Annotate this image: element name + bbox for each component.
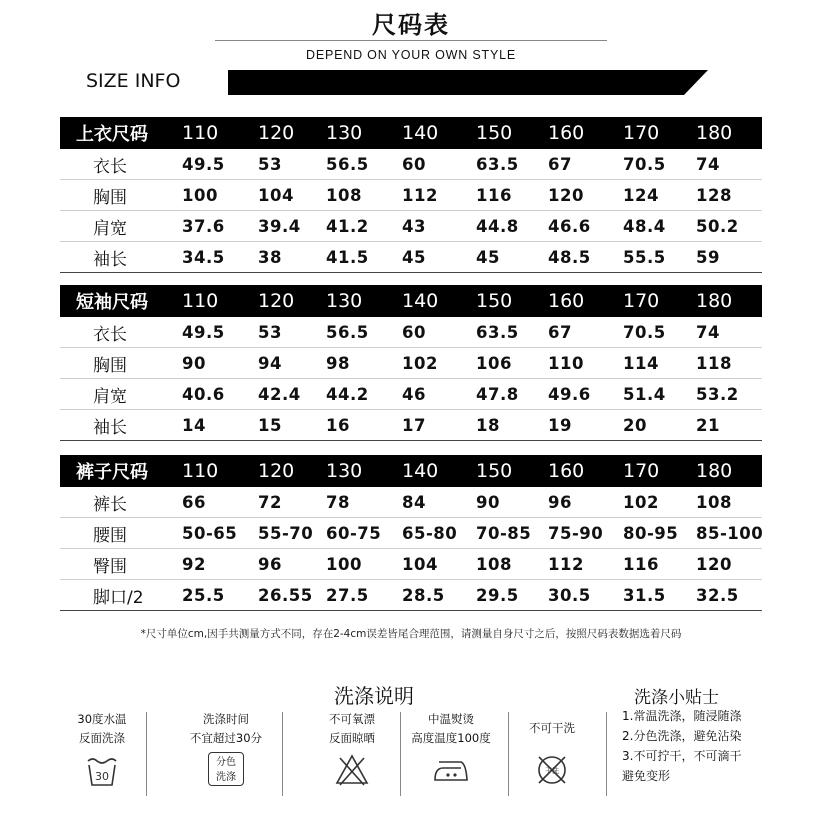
measurement-value: 70.5 [623, 154, 666, 174]
page-subtitle: DEPEND ON YOUR OWN STYLE [306, 48, 516, 62]
tips-item: 避免变形 [622, 769, 671, 783]
care-line: 30度水温 [77, 712, 127, 726]
size-header-cell: 180 [696, 290, 733, 312]
table-row [60, 580, 762, 611]
measurement-value: 67 [548, 154, 572, 174]
measurement-value: 50.2 [696, 216, 739, 236]
measurement-value: 74 [696, 154, 720, 174]
measurement-value: 53.2 [696, 384, 739, 404]
care-line: 不可氧漂 [329, 712, 375, 726]
measurement-label: 脚口/2 [93, 587, 144, 608]
no-dry-clean-icon-label: 干洗 [545, 767, 559, 775]
measurement-value: 18 [476, 415, 500, 435]
measurement-label: 臀围 [93, 556, 127, 577]
wash-30-icon-label: 30 [95, 770, 109, 783]
measurement-value: 25.5 [182, 585, 225, 605]
tips-item: 1.常温洗涤，随浸随涤 [622, 709, 742, 723]
measurement-value: 45 [476, 247, 500, 267]
measurement-value: 108 [476, 554, 512, 574]
measurement-value: 14 [182, 415, 206, 435]
table-row [60, 348, 762, 379]
measurement-value: 80-95 [623, 523, 679, 543]
iron-medium-icon [431, 754, 471, 786]
care-item-wash-time [178, 710, 274, 794]
care-line: 洗涤时间 [203, 712, 249, 726]
measurement-value: 48.5 [548, 247, 591, 267]
table-category-label: 上衣尺码 [76, 124, 148, 145]
measurement-value: 60-75 [326, 523, 382, 543]
measurement-value: 114 [623, 353, 659, 373]
size-header-cell: 180 [696, 460, 733, 482]
table-row [60, 549, 762, 580]
measurement-value: 21 [696, 415, 720, 435]
measurement-value: 100 [326, 554, 362, 574]
measurement-value: 118 [696, 353, 732, 373]
size-header-cell: 170 [623, 290, 660, 312]
size-header-cell: 140 [402, 122, 439, 144]
measurement-value: 124 [623, 185, 659, 205]
tips-title: 洗涤小贴士 [634, 688, 719, 708]
measurement-value: 63.5 [476, 154, 519, 174]
size-info-bar [228, 70, 708, 95]
measurement-value: 39.4 [258, 216, 301, 236]
measurement-value: 96 [548, 492, 572, 512]
measurement-value: 74 [696, 322, 720, 342]
measurement-value: 116 [476, 185, 512, 205]
measurement-label: 腰围 [93, 525, 127, 546]
measurement-label: 裤长 [93, 494, 127, 515]
measurement-value: 72 [258, 492, 282, 512]
size-info-heading: SIZE INFO [86, 70, 181, 92]
care-item-no-dry-clean [512, 710, 592, 794]
measurement-value: 20 [623, 415, 647, 435]
size-header-cell: 150 [476, 290, 513, 312]
measurement-label: 胸围 [93, 187, 127, 208]
measurement-value: 56.5 [326, 154, 369, 174]
measurement-value: 50-65 [182, 523, 238, 543]
table-row [60, 379, 762, 410]
size-header-cell: 160 [548, 460, 585, 482]
measurement-value: 19 [548, 415, 572, 435]
measurement-label: 衣长 [93, 324, 127, 345]
measurement-value: 85-100 [696, 523, 764, 543]
measurement-value: 94 [258, 353, 282, 373]
measurement-value: 78 [326, 492, 350, 512]
measurement-value: 90 [182, 353, 206, 373]
measurement-value: 65-80 [402, 523, 458, 543]
size-header-cell: 130 [326, 290, 363, 312]
measurement-value: 16 [326, 415, 350, 435]
table-row [60, 518, 762, 549]
care-item-no-bleach [312, 710, 392, 794]
care-line: 不宜超过30分 [189, 731, 263, 745]
measurement-value: 100 [182, 185, 218, 205]
measurement-value: 98 [326, 353, 350, 373]
measurement-value: 112 [402, 185, 438, 205]
measurement-value: 53 [258, 154, 282, 174]
size-header-cell: 130 [326, 122, 363, 144]
top-size-table [60, 117, 762, 273]
page-title: 尺码表 [372, 11, 450, 39]
measurement-value: 41.5 [326, 247, 369, 267]
measurement-value: 106 [476, 353, 512, 373]
table-category-label: 短袖尺码 [76, 292, 148, 313]
measurement-value: 28.5 [402, 585, 445, 605]
measurement-label: 肩宽 [93, 386, 127, 407]
measurement-label: 衣长 [93, 156, 127, 177]
no-bleach-icon [334, 752, 370, 788]
measurement-value: 60 [402, 154, 426, 174]
size-header-cell: 110 [182, 122, 219, 144]
measurement-value: 108 [696, 492, 732, 512]
short-sleeve-size-table [60, 285, 762, 441]
measurement-value: 128 [696, 185, 732, 205]
size-header-cell: 180 [696, 122, 733, 144]
measurement-value: 84 [402, 492, 426, 512]
measurement-value: 41.2 [326, 216, 369, 236]
measurement-value: 37.6 [182, 216, 225, 236]
size-header-cell: 110 [182, 460, 219, 482]
measurement-value: 44.2 [326, 384, 369, 404]
measurement-value: 63.5 [476, 322, 519, 342]
measurement-value: 55-70 [258, 523, 314, 543]
measurement-value: 56.5 [326, 322, 369, 342]
care-title: 洗涤说明 [334, 684, 414, 708]
separate-wash-icon-label: 分色 [216, 757, 236, 768]
measurement-label: 胸围 [93, 355, 127, 376]
measurement-value: 90 [476, 492, 500, 512]
measurement-value: 27.5 [326, 585, 369, 605]
measurement-value: 47.8 [476, 384, 519, 404]
measurement-value: 49.5 [182, 154, 225, 174]
measurement-value: 40.6 [182, 384, 225, 404]
separate-wash-icon-label: 洗涤 [216, 772, 236, 783]
measurement-value: 44.8 [476, 216, 519, 236]
measurement-value: 29.5 [476, 585, 519, 605]
measurement-value: 104 [258, 185, 294, 205]
measurement-value: 31.5 [623, 585, 666, 605]
care-item-iron [402, 710, 500, 794]
table-row [60, 211, 762, 242]
measurement-value: 49.5 [182, 322, 225, 342]
size-header-cell: 170 [623, 122, 660, 144]
care-item-wash-temp [68, 710, 136, 794]
size-header-cell: 130 [326, 460, 363, 482]
measurement-value: 17 [402, 415, 426, 435]
title-divider [215, 40, 607, 41]
measurement-value: 30.5 [548, 585, 591, 605]
measurement-value: 112 [548, 554, 584, 574]
measurement-value: 116 [623, 554, 659, 574]
measurement-value: 92 [182, 554, 206, 574]
size-header-cell: 150 [476, 122, 513, 144]
size-header-cell: 150 [476, 460, 513, 482]
table-row [60, 410, 762, 441]
pants-size-table [60, 455, 762, 611]
care-line: 高度温度100度 [411, 731, 491, 745]
care-divider [146, 712, 147, 796]
table-row [60, 487, 762, 518]
size-header-cell: 160 [548, 290, 585, 312]
wash-30-icon [85, 754, 119, 788]
footnote: *尺寸单位cm,因手共测量方式不同，存在2-4cm误差皆尾合理范围，请测量自身尺寸之后，按照尺码表数据选着尺码 [140, 628, 682, 640]
size-header-cell: 120 [258, 290, 295, 312]
separate-wash-icon [208, 752, 244, 786]
measurement-value: 108 [326, 185, 362, 205]
no-dry-clean-icon [534, 752, 570, 788]
measurement-label: 肩宽 [93, 218, 127, 239]
measurement-value: 43 [402, 216, 426, 236]
measurement-label: 袖长 [93, 417, 127, 438]
measurement-value: 42.4 [258, 384, 301, 404]
measurement-value: 32.5 [696, 585, 739, 605]
measurement-value: 59 [696, 247, 720, 267]
size-header-cell: 160 [548, 122, 585, 144]
measurement-value: 45 [402, 247, 426, 267]
table-row [60, 180, 762, 211]
care-line: 反面晾晒 [329, 731, 375, 745]
measurement-value: 55.5 [623, 247, 666, 267]
measurement-value: 60 [402, 322, 426, 342]
measurement-value: 70.5 [623, 322, 666, 342]
measurement-value: 46.6 [548, 216, 591, 236]
size-header-cell: 140 [402, 290, 439, 312]
table-row [60, 317, 762, 348]
measurement-value: 38 [258, 247, 282, 267]
size-header-cell: 140 [402, 460, 439, 482]
measurement-value: 96 [258, 554, 282, 574]
measurement-value: 120 [548, 185, 584, 205]
measurement-value: 49.6 [548, 384, 591, 404]
care-line: 中温熨烫 [428, 712, 474, 726]
measurement-value: 102 [402, 353, 438, 373]
measurement-value: 34.5 [182, 247, 225, 267]
care-divider [400, 712, 401, 796]
measurement-value: 110 [548, 353, 584, 373]
table-row [60, 242, 762, 273]
measurement-value: 26.55 [258, 585, 313, 605]
measurement-value: 104 [402, 554, 438, 574]
tips-item: 2.分色洗涤，避免沾染 [622, 729, 742, 743]
measurement-value: 48.4 [623, 216, 666, 236]
measurement-value: 120 [696, 554, 732, 574]
tips-list [622, 706, 741, 786]
measurement-label: 袖长 [93, 249, 127, 270]
size-header-row [60, 285, 762, 317]
measurement-value: 66 [182, 492, 206, 512]
measurement-value: 53 [258, 322, 282, 342]
size-header-cell: 120 [258, 460, 295, 482]
size-header-cell: 170 [623, 460, 660, 482]
measurement-value: 70-85 [476, 523, 532, 543]
measurement-value: 102 [623, 492, 659, 512]
table-category-label: 裤子尺码 [76, 462, 148, 483]
care-line: 反面洗涤 [79, 731, 125, 745]
size-header-row [60, 455, 762, 487]
care-divider [508, 712, 509, 796]
size-header-row [60, 117, 762, 149]
care-line: 不可干洗 [529, 721, 575, 735]
measurement-value: 46 [402, 384, 426, 404]
measurement-value: 15 [258, 415, 282, 435]
measurement-value: 51.4 [623, 384, 666, 404]
table-row [60, 149, 762, 180]
tips-item: 3.不可拧干，不可滴干 [622, 749, 742, 763]
care-divider [606, 712, 607, 796]
measurement-value: 75-90 [548, 523, 604, 543]
care-divider [282, 712, 283, 796]
measurement-value: 67 [548, 322, 572, 342]
size-header-cell: 110 [182, 290, 219, 312]
size-header-cell: 120 [258, 122, 295, 144]
